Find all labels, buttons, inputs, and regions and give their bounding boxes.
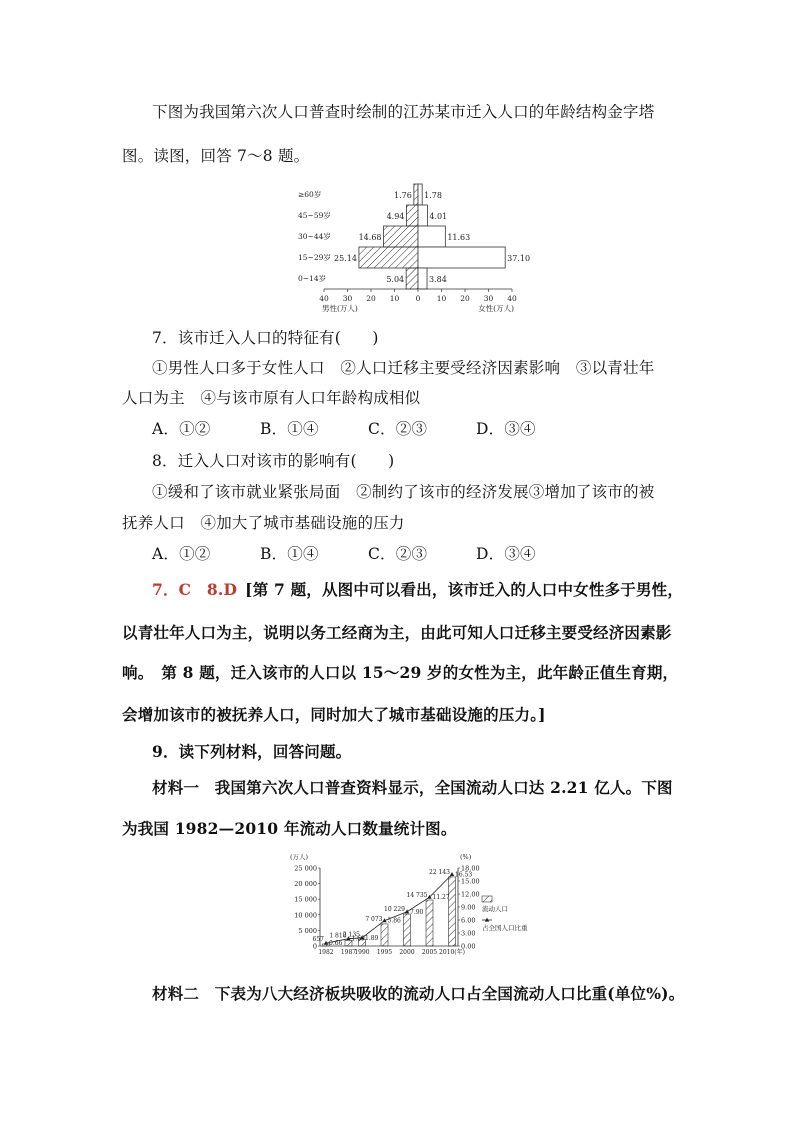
fp-bar-value: 14 735: [406, 892, 428, 900]
fp-legend-bar-swatch: [482, 896, 492, 902]
fp-bar-value: 1 810: [329, 932, 347, 940]
age-pyramid-chart: [290, 182, 550, 312]
fp-bar-value: 22 143: [429, 868, 450, 876]
fp-right-tick-label: 6.00: [461, 916, 476, 925]
pyramid-x-tick-label: 10: [389, 294, 400, 303]
pyramid-female-value: 37.10: [507, 254, 531, 263]
fp-x-tick-label: 1982: [318, 949, 334, 956]
pyramid-male-bar: [384, 226, 418, 247]
fp-share-point: [450, 872, 454, 876]
answer-line-2: 以青壮年人口为主，说明以务工经商为主，由此可知人口迁移主要受经济因素影: [122, 623, 672, 642]
fp-share-value: 16.53: [455, 871, 473, 879]
fp-share-value: 7.90: [410, 908, 424, 916]
q7-choice-d[interactable]: D．③④: [476, 420, 536, 438]
pyramid-female-bar: [418, 184, 422, 205]
q8-options-line-2: 抚养人口 ④加大了城市基础设施的压力: [122, 514, 405, 532]
pyramid-x-tick-label: 30: [342, 294, 353, 303]
fp-right-tick-label: 3.00: [461, 929, 476, 938]
fp-share-value: 1.69: [351, 935, 365, 943]
pyramid-x-tick-label: 30: [483, 294, 494, 303]
fp-legend-line-label: 占全国人口比重: [482, 924, 528, 932]
answer-line-1: [152, 578, 683, 600]
pyramid-x-tick-label: 10: [436, 294, 447, 303]
pyramid-female-bar: [418, 247, 505, 268]
q8-choice-b[interactable]: B．①④: [260, 545, 319, 563]
fp-left-tick-label: 20 000: [294, 880, 317, 889]
q8-options-line-1: ①缓和了该市就业紧张局面 ②制约了该市的经济发展③增加了该市的被: [152, 483, 655, 501]
pyramid-male-value: 1.76: [394, 191, 412, 200]
q7-choice-c[interactable]: C．②③: [368, 420, 428, 438]
q7-options-line-1: ①男性人口多于女性人口 ②人口迁移主要受经济因素影响 ③以青壮年: [152, 359, 655, 377]
pyramid-category-label: 0~14岁: [298, 274, 327, 283]
pyramid-female-value: 3.84: [429, 275, 447, 284]
fp-left-tick-label: 0: [312, 942, 317, 951]
pyramid-x-tick-label: 20: [366, 294, 376, 303]
fp-share-value: 0.66: [329, 940, 343, 948]
answer-key: 7．C 8.D: [152, 580, 238, 599]
q8-choice-a[interactable]: A．①②: [152, 545, 211, 563]
pyramid-category-label: ≥60岁: [298, 190, 322, 199]
q7-choice-a[interactable]: A．①②: [152, 420, 211, 438]
material-1-line-1: 材料一 我国第六次人口普查资料显示，全国流动人口达 2.21 亿人。下图: [152, 778, 673, 797]
pyramid-male-axis-label: 男性(万人): [322, 304, 358, 312]
pyramid-male-bar: [414, 184, 418, 205]
fp-bar: [449, 877, 456, 946]
pyramid-female-bar: [418, 205, 427, 226]
fp-share-value: 1.89: [365, 934, 379, 942]
fp-bar-value: 7 073: [365, 915, 383, 923]
q9-stem: 9．读下列材料，回答问题。: [152, 742, 352, 761]
pyramid-male-bar: [406, 268, 418, 289]
fp-right-tick-label: 12.00: [461, 890, 480, 899]
q8-choice-d[interactable]: D．③④: [476, 545, 536, 563]
fp-left-tick-label: 10 000: [294, 911, 317, 920]
q7-stem: 7．该市迁入人口的特征有( ): [152, 329, 379, 347]
pyramid-male-bar: [359, 247, 418, 268]
fp-left-tick-label: 15 000: [294, 895, 317, 904]
pyramid-female-bar: [418, 226, 445, 247]
fp-bar-value: 657: [312, 935, 324, 943]
answer-line-3: 响。 第 8 题，迁入该市的人口以 15～29 岁的女性为主，此年龄正值生育期，: [122, 663, 679, 682]
pyramid-category-label: 30~44岁: [298, 232, 331, 241]
fp-bar: [381, 924, 388, 946]
material-1-line-2: 为我国 1982—2010 年流动人口数量统计图。: [122, 819, 457, 838]
fp-left-tick-label: 5 000: [298, 926, 317, 935]
pyramid-x-tick-label: 0: [415, 294, 421, 303]
fp-x-tick-label: 2005: [421, 949, 438, 956]
fp-bar: [404, 914, 411, 946]
pyramid-female-bar: [418, 268, 427, 289]
fp-left-unit: (万人): [290, 853, 309, 861]
fp-bar: [426, 900, 433, 946]
intro-line-1: 下图为我国第六次人口普查时绘制的江苏某市迁入人口的年龄结构金字塔: [152, 103, 655, 121]
fp-left-tick-label: 25 000: [294, 864, 317, 873]
intro-line-2: 图。读图，回答 7～8 题。: [122, 147, 310, 165]
fp-share-value: 5.86: [387, 917, 401, 925]
pyramid-female-value: 1.78: [424, 191, 442, 200]
answer-line-4: 会增加该市的被抚养人口，同时加大了城市基础设施的压力。]: [122, 705, 546, 724]
q8-choice-c[interactable]: C．②③: [368, 545, 428, 563]
pyramid-category-label: 45~59岁: [298, 211, 331, 220]
q7-options-line-2: 人口为主 ④与该市原有人口年龄构成相似: [122, 389, 421, 407]
fp-right-tick-label: 0.00: [461, 942, 476, 951]
pyramid-female-value: 4.01: [429, 212, 448, 221]
pyramid-male-value: 25.14: [334, 254, 357, 263]
pyramid-male-bar: [406, 205, 418, 226]
material-2: 材料二 下表为八大经济板块吸收的流动人口占全国流动人口比重(单位%)。: [152, 984, 685, 1003]
fp-share-value: 11.27: [432, 894, 450, 902]
fp-bar-value: 2 135: [342, 931, 360, 939]
pyramid-female-value: 11.63: [447, 233, 471, 242]
fp-legend-bar-label: 流动人口: [482, 905, 508, 913]
fp-legend-line-marker: [485, 918, 489, 922]
fp-right-tick-label: 15.00: [461, 877, 480, 886]
fp-share-point: [405, 909, 409, 913]
fp-right-unit: (%): [460, 853, 472, 861]
pyramid-male-value: 14.68: [358, 233, 382, 242]
q7-choice-b[interactable]: B．①④: [260, 420, 319, 438]
fp-x-tick-label: 1995: [376, 949, 393, 956]
fp-x-tick-label: 1987: [340, 949, 357, 956]
pyramid-x-tick-label: 20: [460, 294, 470, 303]
fp-x-tick-label: 1990: [354, 949, 370, 956]
pyramid-male-value: 5.04: [386, 275, 405, 284]
pyramid-x-tick-label: 40: [319, 294, 329, 303]
q8-stem: 8．迁入人口对该市的影响有( ): [152, 452, 395, 470]
fp-x-tick-label: 2000: [399, 949, 415, 956]
floating-population-chart: [280, 850, 550, 965]
pyramid-female-axis-label: 女性(万人): [478, 304, 514, 312]
pyramid-male-value: 4.94: [386, 212, 405, 221]
fp-right-tick-label: 9.00: [461, 903, 476, 912]
answer-explanation-start: [第 7 题，从图中可以看出，该市迁入的人口中女性多于男性，: [245, 580, 684, 599]
pyramid-category-label: 15~29岁: [298, 253, 331, 262]
pyramid-x-tick-label: 40: [507, 294, 517, 303]
fp-bar-value: 10 229: [384, 906, 405, 914]
fp-x-tick-label: 2010(年): [439, 949, 465, 956]
fp-right-tick-label: 18.00: [461, 864, 480, 873]
